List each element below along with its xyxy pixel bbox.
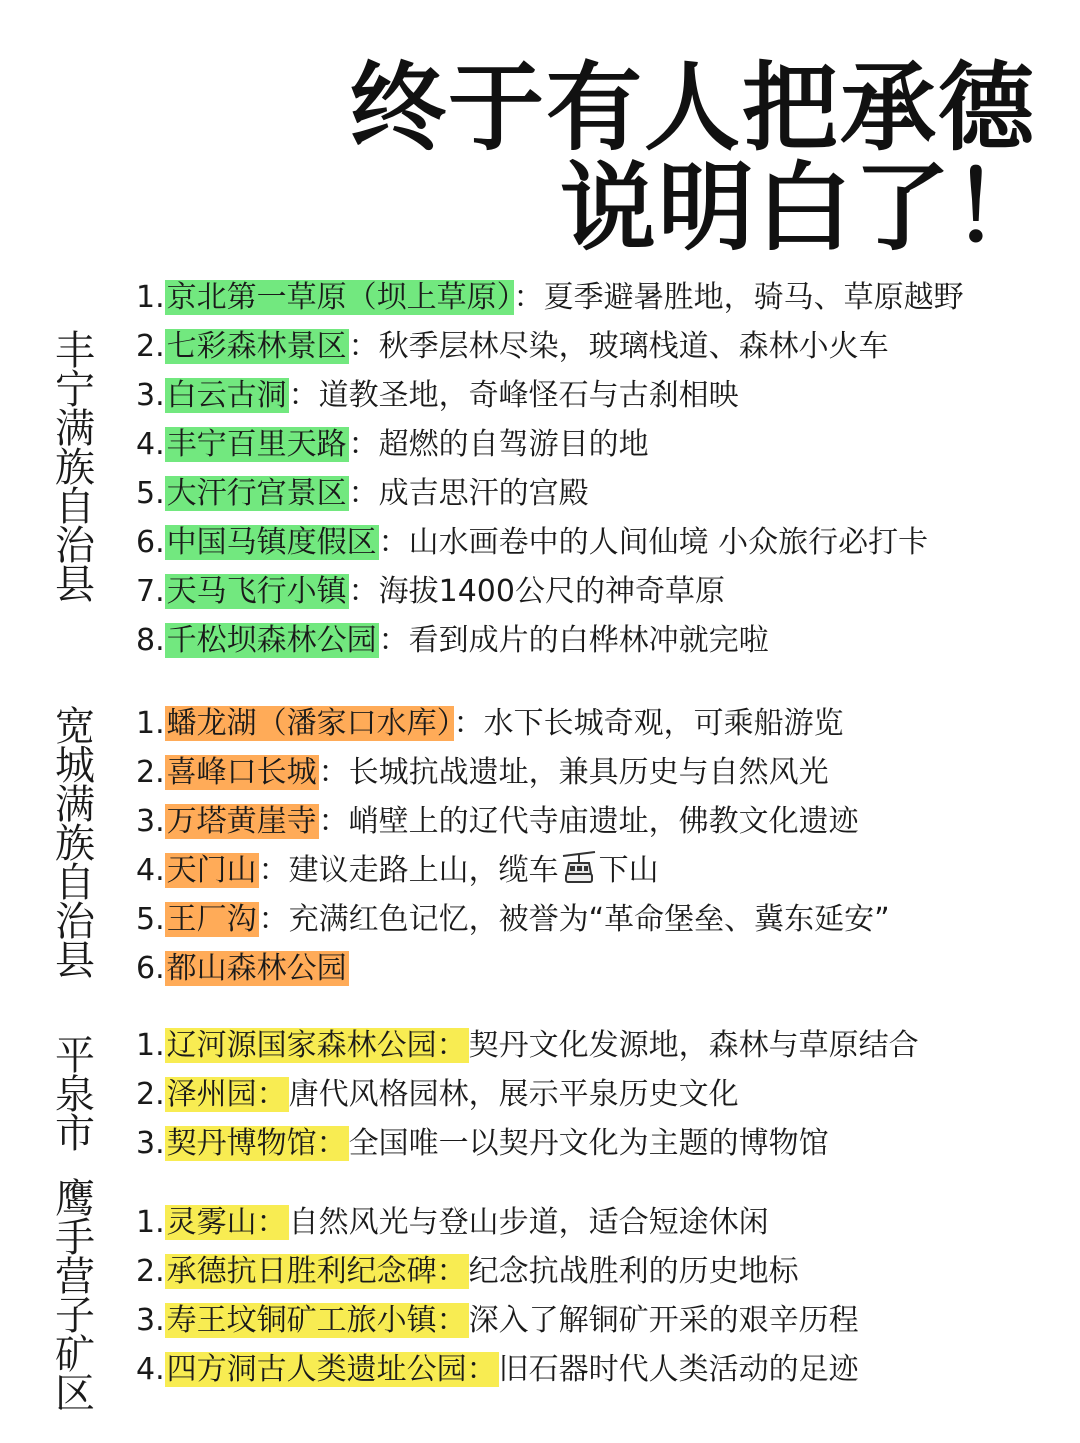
item-number: 3. xyxy=(136,378,165,413)
attraction-description: 成吉思汗的宫殿 xyxy=(378,476,589,511)
attraction-name: 白云古洞 xyxy=(166,378,287,413)
attraction-description: 秋季层林尽染，玻璃栈道、森林小火车 xyxy=(378,329,889,364)
attraction-description: 峭壁上的辽代寺庙遗址，佛教文化遗迹 xyxy=(348,804,859,839)
list-item xyxy=(136,273,1056,322)
section-kuancheng xyxy=(136,699,1056,993)
attraction-name: 寿王坟铜矿工旅小镇： xyxy=(166,1303,467,1338)
separator: ： xyxy=(258,853,289,888)
list-item xyxy=(136,699,1056,748)
attraction-name: 大汗行宫景区 xyxy=(166,476,347,511)
attraction-name: 都山森林公园 xyxy=(166,951,347,986)
list-item xyxy=(136,371,1056,420)
list-item xyxy=(136,616,1056,665)
item-number: 6. xyxy=(136,951,165,986)
attraction-description: 山水画卷中的人间仙境 小众旅行必打卡 xyxy=(408,525,929,560)
list-item xyxy=(136,322,1056,371)
item-number: 5. xyxy=(136,476,165,511)
page-title-line-1: 终于有人把承德 xyxy=(350,52,1036,164)
list-item xyxy=(136,420,1056,469)
item-number: 1. xyxy=(136,1028,165,1063)
section-pingquan xyxy=(136,1021,1056,1168)
attraction-name: 京北第一草原（坝上草原） xyxy=(166,280,512,315)
attraction-description: 道教圣地，奇峰怪石与古刹相映 xyxy=(318,378,739,413)
list-item xyxy=(136,1345,1056,1394)
separator: ： xyxy=(258,902,289,937)
item-number: 1. xyxy=(136,280,165,315)
item-number: 3. xyxy=(136,1303,165,1338)
attraction-description: 水下长城奇观，可乘船游览 xyxy=(483,706,844,741)
item-number: 2. xyxy=(136,1077,165,1112)
attraction-name: 王厂沟 xyxy=(166,902,257,937)
attraction-name: 泽州园： xyxy=(166,1077,287,1112)
list-item xyxy=(136,1119,1056,1168)
attraction-name: 万塔黄崖寺 xyxy=(166,804,317,839)
attraction-description: 唐代风格园林，展示平泉历史文化 xyxy=(288,1077,739,1112)
attraction-name: 天马飞行小镇 xyxy=(166,574,347,609)
attraction-name: 承德抗日胜利纪念碑： xyxy=(166,1254,467,1289)
item-number: 8. xyxy=(136,623,165,658)
attraction-name: 灵雾山： xyxy=(166,1205,287,1240)
attraction-description: 深入了解铜矿开采的艰辛历程 xyxy=(468,1303,859,1338)
attraction-description: 建议走路上山，缆车 xyxy=(288,853,559,888)
attraction-description: 旧石器时代人类活动的足迹 xyxy=(498,1352,859,1387)
list-item xyxy=(136,1198,1056,1247)
separator: ： xyxy=(348,427,379,462)
separator: ： xyxy=(348,574,379,609)
list-item xyxy=(136,1021,1056,1070)
attraction-description: 长城抗战遗址，兼具历史与自然风光 xyxy=(348,755,829,790)
attraction-name: 七彩森林景区 xyxy=(166,329,347,364)
item-number: 3. xyxy=(136,1126,165,1161)
separator: ： xyxy=(378,623,409,658)
separator: ： xyxy=(348,329,379,364)
attraction-description: 海拔1400公尺的神奇草原 xyxy=(378,574,725,609)
list-item xyxy=(136,895,1056,944)
attraction-name: 四方洞古人类遗址公园： xyxy=(166,1352,497,1387)
cable-car-icon xyxy=(561,850,597,886)
list-item xyxy=(136,1296,1056,1345)
separator: ： xyxy=(378,525,409,560)
attraction-description: 充满红色记忆，被誉为“革命堡垒、冀东延安” xyxy=(288,902,890,937)
attraction-description: 契丹文化发源地，森林与草原结合 xyxy=(468,1028,919,1063)
attraction-name: 喜峰口长城 xyxy=(166,755,317,790)
separator: ： xyxy=(288,378,319,413)
separator: ： xyxy=(453,706,484,741)
item-number: 5. xyxy=(136,902,165,937)
item-number: 4. xyxy=(136,1352,165,1387)
attraction-description: 自然风光与登山步道，适合短途休闲 xyxy=(288,1205,769,1240)
separator: ： xyxy=(318,755,349,790)
region-label-fengning: 丰宁满族自治县 xyxy=(55,328,95,608)
list-item xyxy=(136,797,1056,846)
attraction-name: 中国马镇度假区 xyxy=(166,525,377,560)
list-item xyxy=(136,1070,1056,1119)
attraction-description: 看到成片的白桦林冲就完啦 xyxy=(408,623,769,658)
item-number: 2. xyxy=(136,329,165,364)
separator: ： xyxy=(318,804,349,839)
attraction-description: 夏季避暑胜地，骑马、草原越野 xyxy=(543,280,964,315)
separator: ： xyxy=(348,476,379,511)
attraction-description: 全国唯一以契丹文化为主题的博物馆 xyxy=(348,1126,829,1161)
item-number: 3. xyxy=(136,804,165,839)
attraction-name: 辽河源国家森林公园： xyxy=(166,1028,467,1063)
attraction-name: 丰宁百里天路 xyxy=(166,427,347,462)
item-number: 7. xyxy=(136,574,165,609)
attraction-name: 千松坝森林公园 xyxy=(166,623,377,658)
item-number: 4. xyxy=(136,853,165,888)
list-item xyxy=(136,469,1056,518)
attraction-name: 天门山 xyxy=(166,853,257,888)
list-item xyxy=(136,518,1056,567)
attraction-name: 契丹博物馆： xyxy=(166,1126,347,1161)
region-label-yingshouyingzi: 鹰手营子矿区 xyxy=(55,1176,95,1417)
item-number: 2. xyxy=(136,755,165,790)
list-item xyxy=(136,748,1056,797)
list-item xyxy=(136,944,1056,993)
item-number: 4. xyxy=(136,427,165,462)
section-fengning xyxy=(136,273,1056,665)
item-number: 2. xyxy=(136,1254,165,1289)
attraction-name: 蟠龙湖（潘家口水库） xyxy=(166,706,452,741)
page-title-line-2: 说明白了！ xyxy=(560,152,1050,264)
list-item xyxy=(136,846,1056,895)
region-label-pingquan: 平泉市 xyxy=(55,1033,95,1157)
separator: ： xyxy=(513,280,544,315)
item-number: 1. xyxy=(136,706,165,741)
attraction-description-tail: 下山 xyxy=(598,853,659,888)
attraction-description: 超燃的自驾游目的地 xyxy=(378,427,649,462)
section-yingshouyingzi xyxy=(136,1198,1056,1394)
region-label-kuancheng: 宽城满族自治县 xyxy=(55,704,95,984)
list-item xyxy=(136,567,1056,616)
item-number: 1. xyxy=(136,1205,165,1240)
attraction-description: 纪念抗战胜利的历史地标 xyxy=(468,1254,799,1289)
item-number: 6. xyxy=(136,525,165,560)
list-item xyxy=(136,1247,1056,1296)
